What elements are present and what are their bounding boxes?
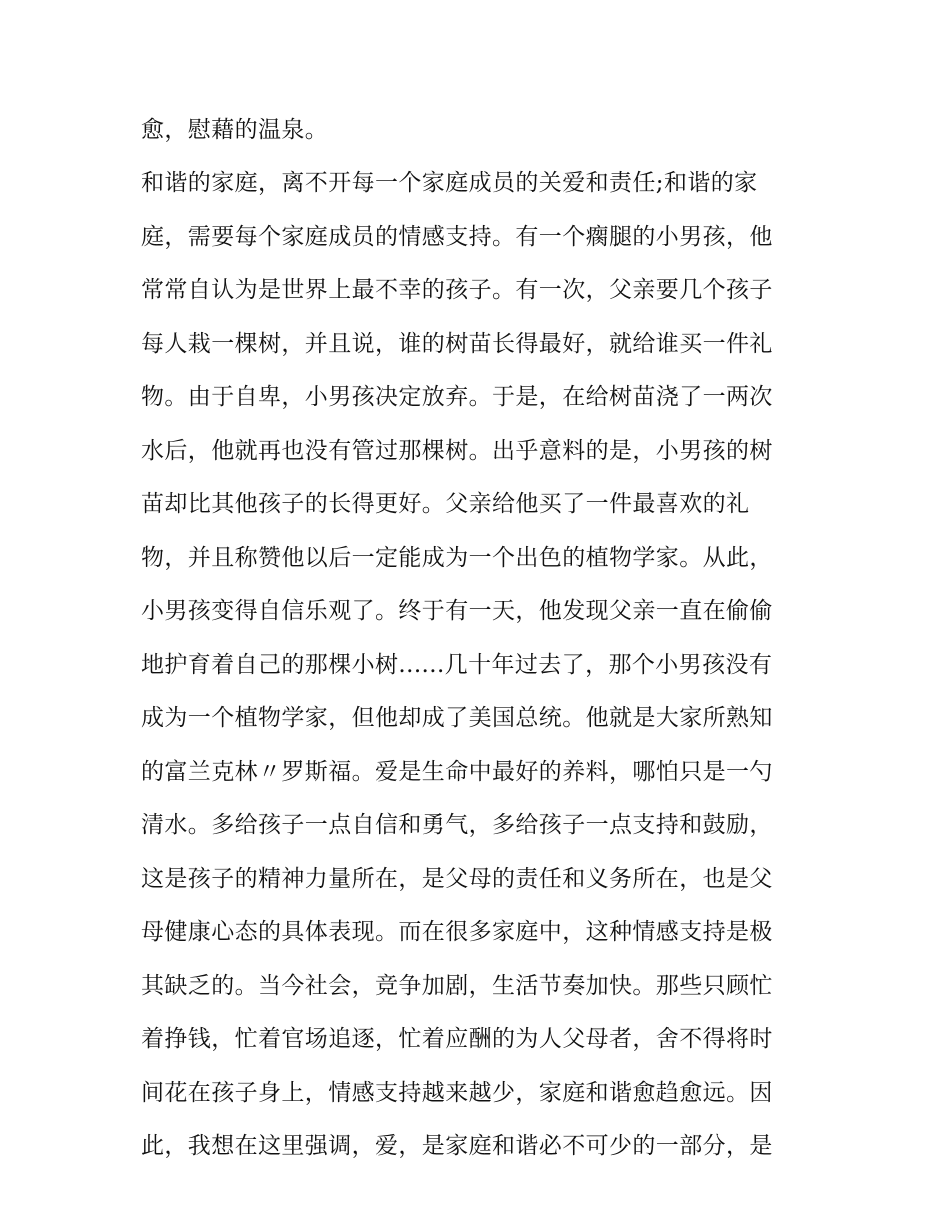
text-line-18: 着挣钱，忙着官场追逐，忙着应酬的为人父母者，舍不得将时 — [141, 1026, 773, 1052]
text-line-11: 地护育着自己的那棵小树......几十年过去了，那个小男孩没有 — [141, 652, 773, 678]
text-line-3: 庭，需要每个家庭成员的情感支持。有一个瘸腿的小男孩，他 — [141, 224, 773, 250]
text-line-19: 间花在孩子身上，情感支持越来越少，家庭和谐愈趋愈远。因 — [141, 1080, 773, 1106]
text-line-12: 成为一个植物学家，但他却成了美国总统。他就是大家所熟知 — [141, 705, 773, 731]
text-line-14: 清水。多给孩子一点自信和勇气，多给孩子一点支持和鼓励， — [141, 812, 773, 838]
text-line-10: 小男孩变得自信乐观了。终于有一天，他发现父亲一直在偷偷 — [141, 598, 773, 624]
text-line-7: 水后，他就再也没有管过那棵树。出乎意料的是，小男孩的树 — [141, 438, 773, 464]
text-line-4: 常常自认为是世界上最不幸的孩子。有一次，父亲要几个孩子 — [141, 277, 773, 303]
text-line-5: 每人栽一棵树，并且说，谁的树苗长得最好，就给谁买一件礼 — [141, 331, 773, 357]
text-line-17: 其缺乏的。当今社会，竞争加剧，生活节奏加快。那些只顾忙 — [141, 973, 773, 999]
text-line-8: 苗却比其他孩子的长得更好。父亲给他买了一件最喜欢的礼 — [141, 491, 750, 517]
text-line-9: 物，并且称赞他以后一定能成为一个出色的植物学家。从此， — [141, 545, 773, 571]
text-line-20: 此，我想在这里强调，爱，是家庭和谐必不可少的一部分，是 — [141, 1133, 773, 1159]
text-line-15: 这是孩子的精神力量所在，是父母的责任和义务所在，也是父 — [141, 866, 773, 892]
text-line-6: 物。由于自卑，小男孩决定放弃。于是，在给树苗浇了一两次 — [141, 384, 773, 410]
text-line-13: 的富兰克林〃罗斯福。爱是生命中最好的养料，哪怕只是一勺 — [141, 759, 773, 785]
text-line-1: 愈，慰藉的温泉。 — [141, 117, 329, 143]
text-line-2: 和谐的家庭，离不开每一个家庭成员的关爱和责任;和谐的家 — [141, 170, 758, 196]
text-line-16: 母健康心态的具体表现。而在很多家庭中，这种情感支持是极 — [141, 919, 773, 945]
